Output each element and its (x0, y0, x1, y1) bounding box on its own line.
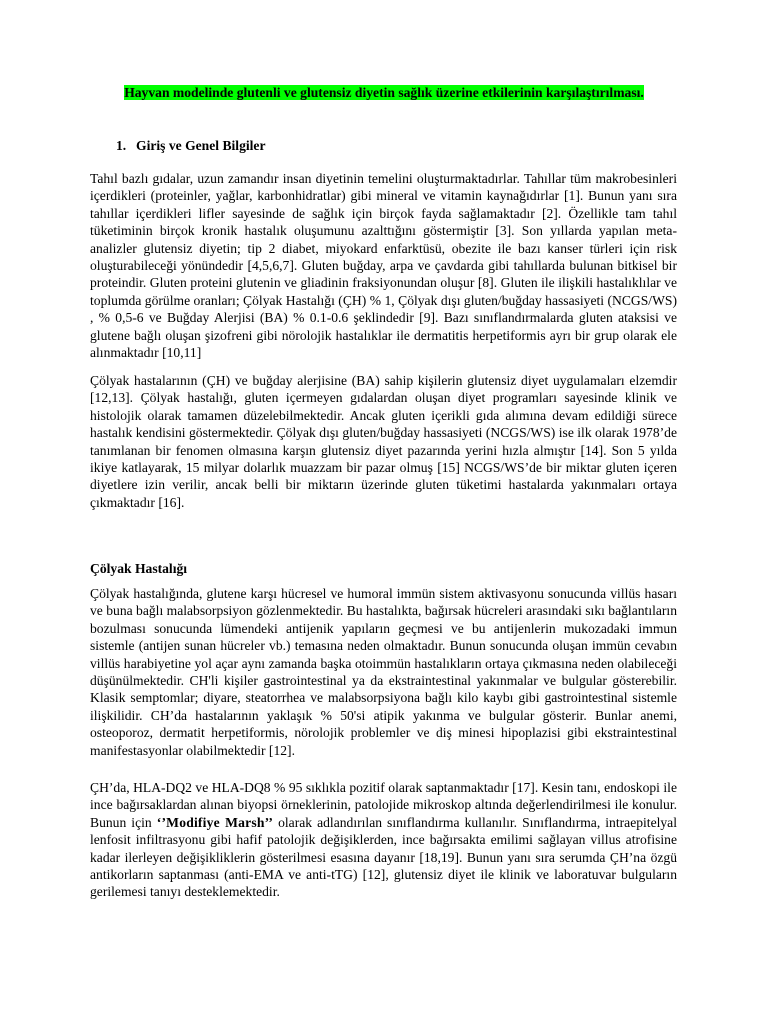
section-heading-celiac: Çölyak Hastalığı (90, 561, 188, 576)
paragraph-celiac-1: Çölyak hastalığında, glutene karşı hücresel ve humoral immün sistem aktivasyonu sonucunda villüs hasarı ve buna bağlı malabsorpsiyon gözlenmektedir. Bu hastalıkta, bağırsak hücreleri arasındaki sıkı bağlantıların bozulması sonucunda lümendeki antijenik yapıların geçmesi ve bu antijenlerin mukozadaki immun sistemle (antijen sunan hücreler vb.) temasına neden olmaktadır. Bunun sonucunda oluşan immün cevabın villüs harabiyetine yol açar aynı zamanda başka otoimmün hastalıkların ortaya çıkmasına neden olabileceği düşünülmektedir. CH'li kişiler gastrointestinal ya da ekstraintestinal yakınmalar ve bulgular gösterebilir. Klasik semptomlar; diyare, steatorrhea ve malabsorpsiyona bağlı kilo kaybı gibi gastrointestinal sistemle ilişkilidir. CH’da hastalarının yaklaşık % 50'si atipik yakınma ve bulgular gösterir. Bunlar anemi, osteoporoz, dermatit herpetiformis, nörolojik problemler ve diş minesi hipoplazisi gibi ekstraintestinal manifestasyonlar olabilmektedir [12]. (90, 586, 678, 758)
section-number: 1. (116, 138, 127, 153)
paragraph-text: olarak adlandırılan sınıflandırma kullanılır. Sınıflandırma, intraepitelyal lenfosit infiltrasyonu gibi hafif patolojik değişiklerden, ince bağırsakta emilimi sağlayan villus atrofisine kadar ilerleyen değişikliklerin gösterilmesi esasına dayanır [18,19]. Bunun yanı sıra serumda ÇH’na özgü antikorların saptanması (anti-EMA ve anti-tTG) [12], glutensiz diyet ile klinik ve laboratuvar bulguların gerilemesi tanıyı desteklemektedir. (90, 814, 677, 900)
section-heading-intro (116, 137, 266, 154)
document-title (90, 84, 678, 102)
paragraph-intro-1: Tahıl bazlı gıdalar, uzun zamandır insan diyetinin temelini oluşturmaktadırlar. Tahıllar tüm makrobesinleri içerdikleri (proteinler, yağlar, karbonhidratlar) gibi mineral ve vitamin kaynağıdırlar [1]. Bunun yanı sıra tahıllar içerdikleri lifler sayesinde de sağlık için birçok fayda sağlamaktadır [2]. Özellikle tam tahıl tüketiminin birçok kronik hastalık oluşumunu azalttığını göstermiştir [3]. Son yıllarda yapılan meta-analizler glutensiz diyetin; tip 2 diabet, miyokard enfarktüsü, obezite ile bazı kanser türleri için risk oluşturabileceği yönündedir [4,5,6,7]. Gluten buğday, arpa ve çavdarda gibi tahıllarda bulunan bitkisel bir proteindir. Gluten proteini glutenin ve gliadinin fraksiyonundan oluşur [8]. Gluten ile ilişkili hastalıklılar ve toplumda görülme oranları; Çölyak Hastalığı (ÇH) % 1, Çölyak dışı gluten/buğday hassasiyeti (NCGS/WS) , % 0,5-6 ve Buğday Alerjisi (BA) % 0.1-0.6 şeklindedir [9]. Bazı sınıflandırmalarda gluten ataksisi ve glutene bağlı oluşan şizofreni gibi nörolojik hastalıklar ile dermatitis herpetiformis ayrı bir grup olarak ele alınmaktadır [10,11] (90, 171, 677, 361)
bold-term: ‘’Modifiye Marsh’’ (156, 814, 274, 830)
section-title: Giriş ve Genel Bilgiler (136, 138, 266, 153)
paragraph-intro-2: Çölyak hastalarının (ÇH) ve buğday alerjisine (BA) sahip kişilerin glutensiz diyet uygulamaları elzemdir [12,13]. Çölyak hastalığı, gluten içermeyen gıdalardan oluşan diyet programları sayesinde klinik ve histolojik olarak tamamen düzelebilmektedir. Ancak gluten içerikli gıda alımına devam edildiği sürece hastalık kendisini göstermektedir. Çölyak dışı gluten/buğday hassasiyeti (NCGS/WS) ise ilk olarak 1978’de tanımlanan bir fenomen olmasına karşın glutensiz diyet pazarında yerini hızla almıştır [14]. Son 5 yılda ikiye katlayarak, 15 milyar dolarlık muazzam bir pazar olmuş [15] NCGS/WS’de bir miktar gluten içeren diyetlere izin verilir, ancak belli bir miktarın üzerinde gluten tüketimi hastalarda yakınmaları ortaya çıkmaktadır [16]. (90, 373, 677, 510)
paragraph-text: ÇH’da, HLA-DQ2 ve HLA-DQ8 % 95 sıklıkla pozitif olarak saptanmaktadır [17]. Kesin tanı, endoskopi ile ince bağırsaklardan alınan biyopsi örneklerinin, patolojide mikroskop altında değerlendirilmesi ile konulur. Bunun için (90, 780, 677, 830)
title-highlight: Hayvan modelinde glutenli ve glutensiz diyetin sağlık üzerine etkilerinin karşılaştırılması. (124, 85, 644, 100)
paragraph-celiac-2 (90, 779, 677, 901)
